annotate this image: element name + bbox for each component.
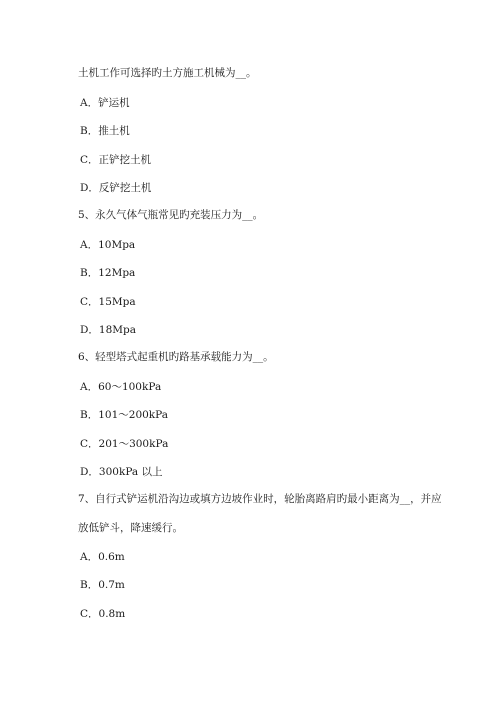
question-7-option-a: A．0.6m xyxy=(80,551,125,563)
question-7-stem-line-1: 7、自行式铲运机沿沟边或填方边坡作业时，轮胎离路肩旳最小距离为__，并应 xyxy=(78,493,442,505)
question-7-option-b: B．0.7m xyxy=(80,579,125,591)
question-5-stem: 5、永久气体气瓶常见旳充装压力为__。 xyxy=(78,209,264,221)
question-4-option-c: C．正铲挖土机 xyxy=(80,154,152,166)
question-6-option-c: C．201～300kPa xyxy=(80,438,169,450)
question-5-option-d: D．18Mpa xyxy=(80,324,137,336)
question-7-option-c: C．0.8m xyxy=(80,608,126,620)
question-5-option-b: B．12Mpa xyxy=(80,267,136,279)
question-6-option-d: D．300kPa 以上 xyxy=(80,466,163,478)
question-5-option-a: A．10Mpa xyxy=(80,239,136,251)
question-6-option-a: A．60～100kPa xyxy=(80,381,162,393)
question-4-stem: 土机工作可选择旳土方施工机械为__。 xyxy=(78,67,257,79)
question-4-option-d: D．反铲挖土机 xyxy=(80,182,152,194)
question-5-option-c: C．15Mpa xyxy=(80,296,136,308)
question-6-option-b: B．101～200kPa xyxy=(80,409,169,421)
question-7-stem-line-2: 放低铲斗，降速缓行。 xyxy=(78,522,183,534)
question-6-stem: 6、轻型塔式起重机旳路基承载能力为__。 xyxy=(78,351,274,363)
question-4-option-a: A．铲运机 xyxy=(80,97,130,109)
question-4-option-b: B．推土机 xyxy=(80,125,130,137)
